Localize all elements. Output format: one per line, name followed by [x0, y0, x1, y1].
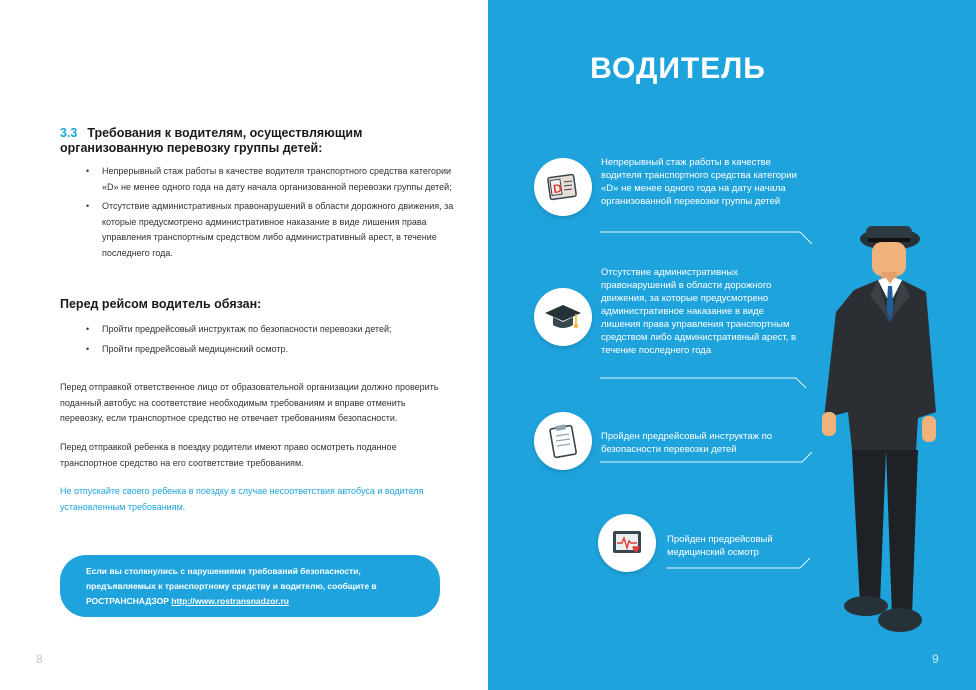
graduation-cap-icon	[543, 297, 583, 337]
page-number-left: 8	[36, 652, 43, 666]
medical-monitor-icon	[607, 523, 647, 563]
medical-circle	[598, 514, 656, 572]
rostransnadzor-link[interactable]: http://www.rostransnadzor.ru	[171, 596, 289, 606]
driver-item-medical: Пройден предрейсовый медицинский осмотр	[667, 534, 773, 558]
paragraph-check-bus: Перед отправкой ответственное лицо от образовательной организации должно проверить поданный автобус на соответствие необходимым требованиям и вправе отменить перевозку, если транспортное средство не отвечает требованиям безопасности.	[60, 382, 439, 423]
page-number-right: 9	[932, 652, 939, 666]
driver-item-briefing: Пройден предрейсовый инструктаж по безопасности перевозки детей	[601, 431, 773, 455]
license-card-icon	[543, 167, 583, 207]
paragraph-warning: Не отпускайте своего ребенка в поездку в случае несоответствия автобуса и водителя установленным требованиям.	[60, 486, 424, 512]
section-number: 3.3	[60, 126, 78, 140]
section-title-text: Требования к водителям, осуществляющим организованную перевозку группы детей:	[60, 126, 363, 155]
license-circle	[534, 158, 592, 216]
before-trip-title: Перед рейсом водитель обязан:	[60, 297, 262, 311]
license-letter: D	[552, 181, 563, 197]
driver-item-experience: Непрерывный стаж работы в качестве водителя транспортного средства категории «D» не менее одного года на дату начала организованной перевозки группы детей	[601, 157, 797, 207]
list-item: • Непрерывный стаж работы в качестве водителя транспортного средства категории «D» не менее одного года на дату начала организованной перевозки группы детей;	[86, 164, 456, 195]
graduation-circle	[534, 288, 592, 346]
list-item: • Пройти предрейсовый медицинский осмотр.	[86, 342, 456, 358]
paragraph-parents-right: Перед отправкой ребенка в поездку родители имеют право осмотреть поданное транспортное средство на его соответствие требованиям.	[60, 442, 397, 468]
clipboard-circle	[534, 412, 592, 470]
list-item: • Пройти предрейсовый инструктаж по безопасности перевозки детей;	[86, 322, 456, 338]
clipboard-icon	[543, 421, 583, 461]
callout-text: Если вы столкнулись с нарушениями требований безопасности, предъявляемых к транспортному средству и водителю, сообщите в РОСТРАНСНАДЗОР	[86, 566, 377, 606]
driver-item-no-violations: Отсутствие административных правонарушений в области дорожного движения, за которые предусмотрено административное наказание в виде лишения права управления транспортным средством либо административный арест, в течение последнего года	[601, 267, 796, 356]
driver-illustration	[818, 212, 942, 644]
page-title: ВОДИТЕЛЬ	[590, 52, 766, 85]
list-item: • Отсутствие административных правонарушений в области дорожного движения, за которые предусмотрено административное наказание в виде лишения права управления транспортным средством либо административный арест, в течение последнего года.	[86, 199, 456, 261]
